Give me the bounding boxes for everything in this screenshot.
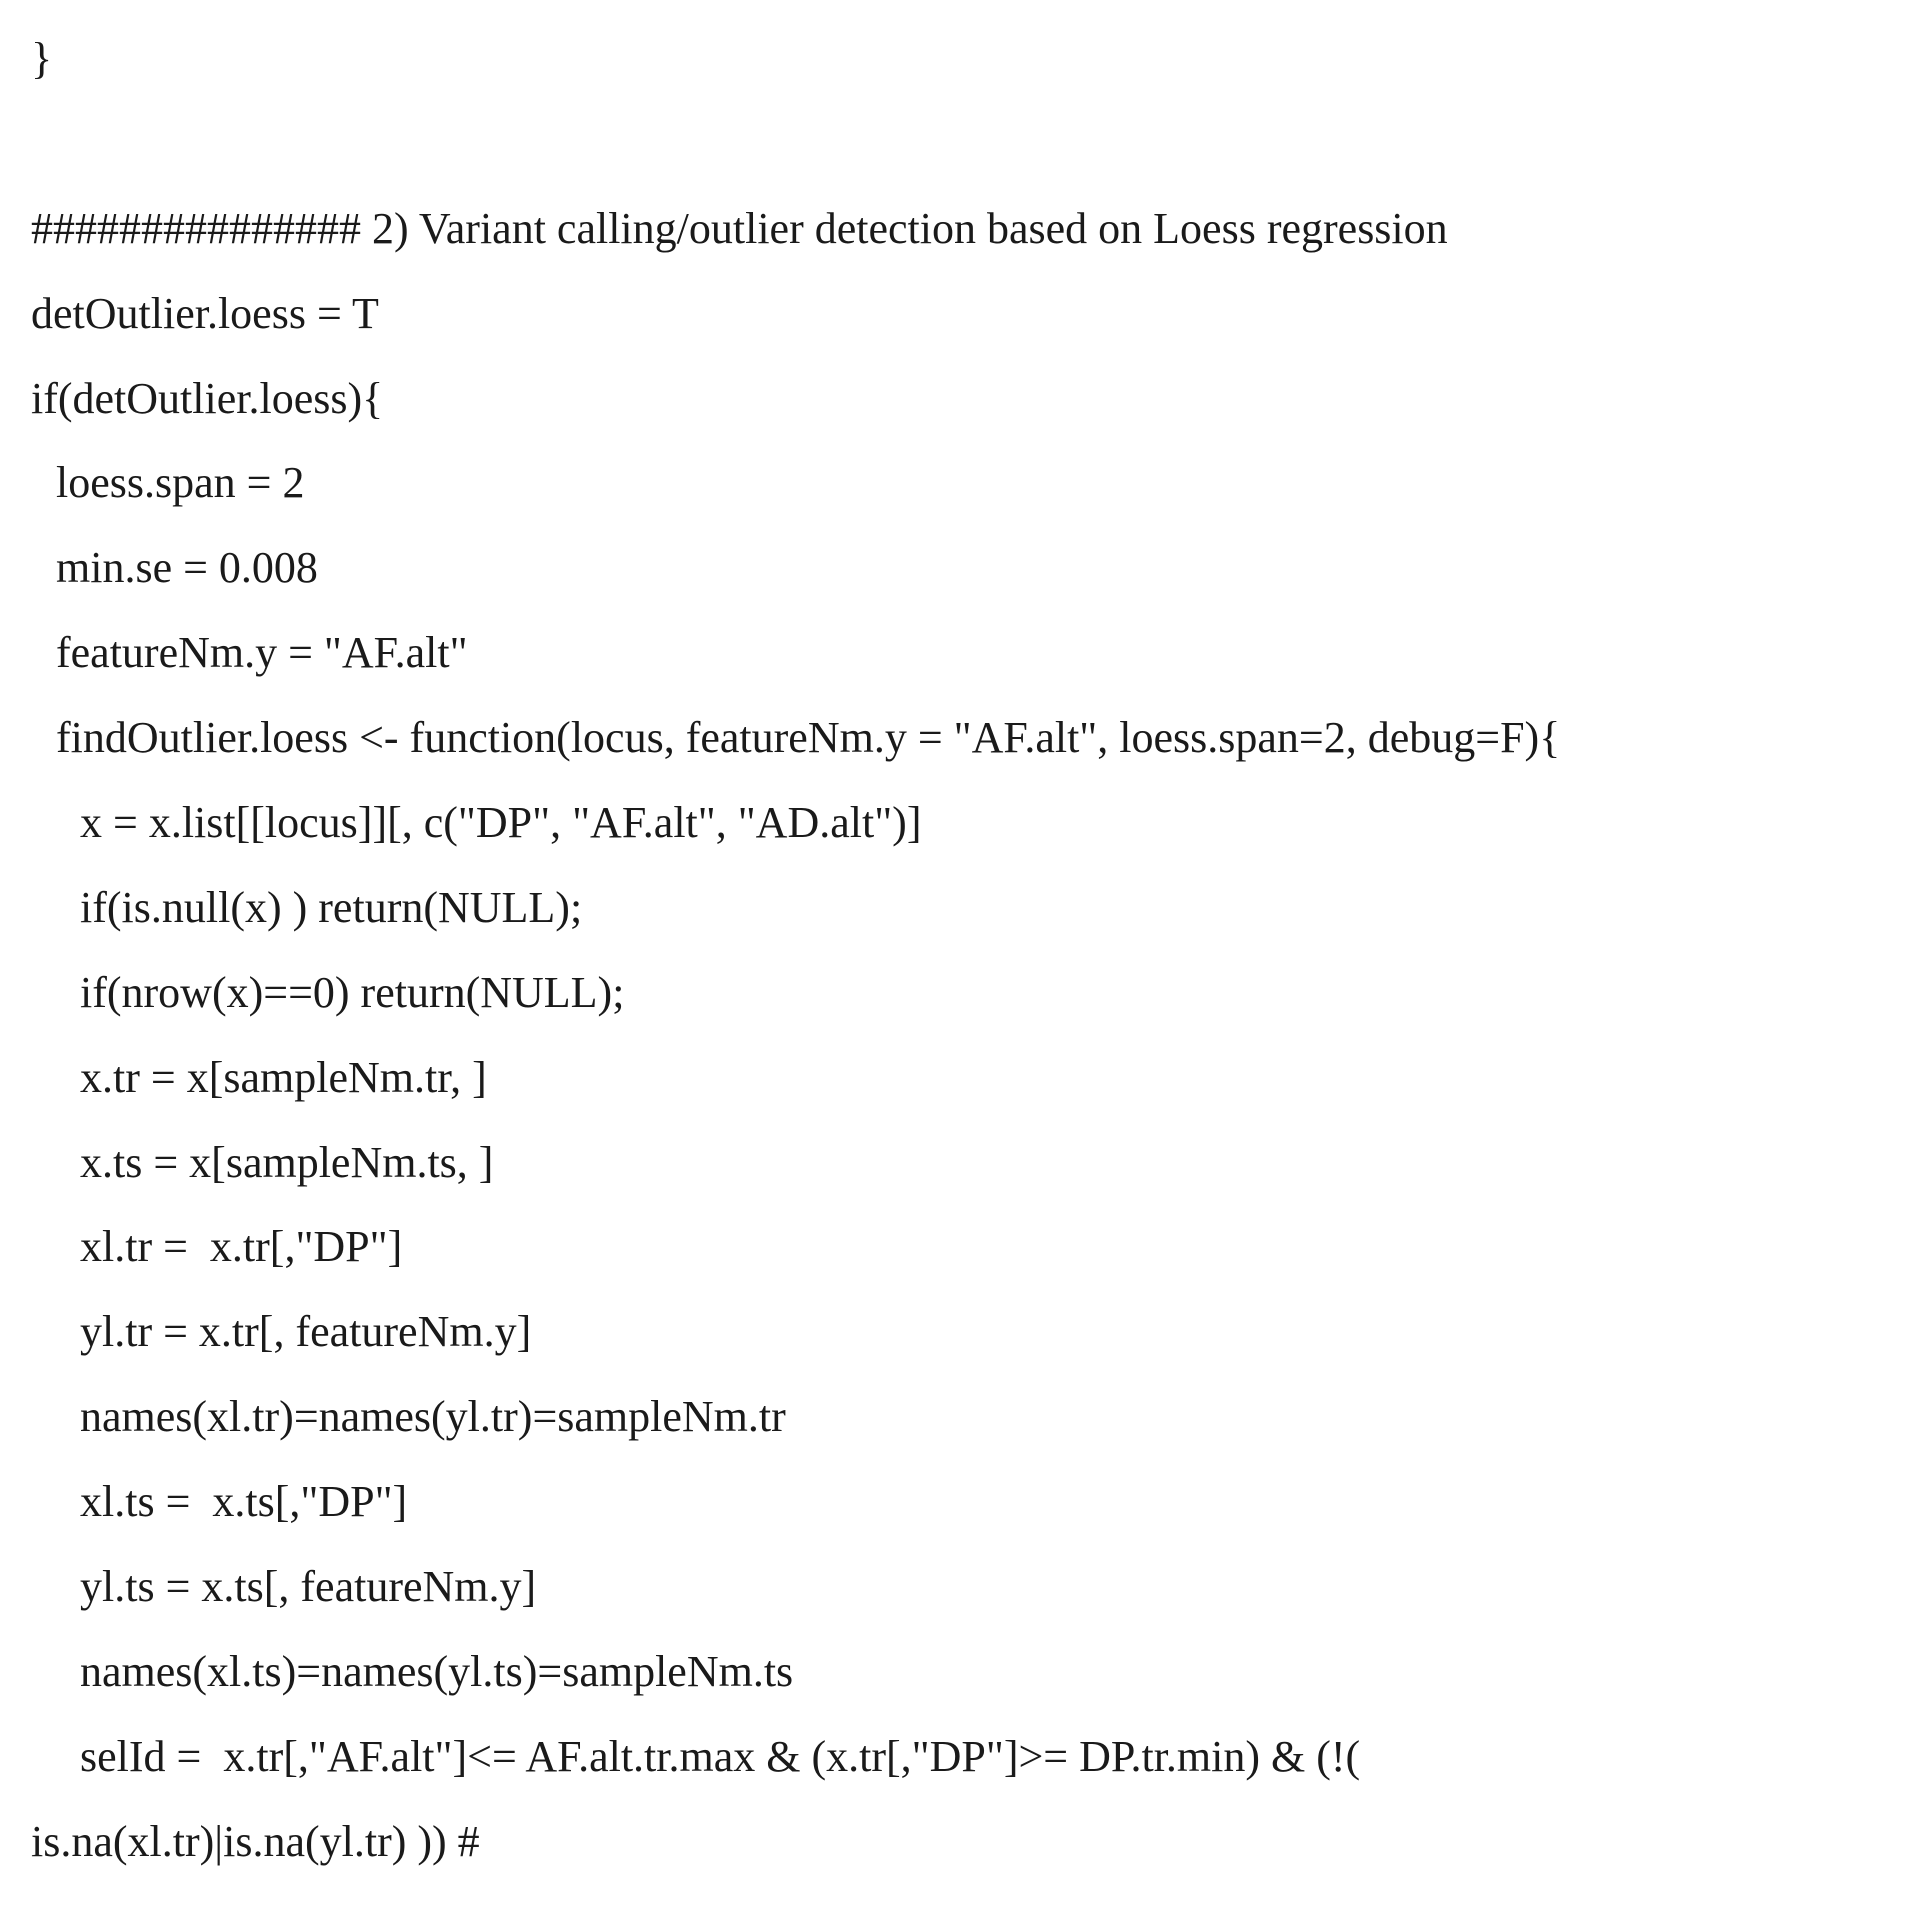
code-line: loess.span = 2 [0, 441, 1914, 526]
code-line: yl.tr = x.tr[, featureNm.y] [0, 1290, 1914, 1375]
code-line: xl.tr = x.tr[,"DP"] [0, 1205, 1914, 1290]
code-line: x.ts = x[sampleNm.ts, ] [0, 1121, 1914, 1206]
code-line: x.tr = x[sampleNm.tr, ] [0, 1036, 1914, 1121]
code-listing [0, 17, 1914, 1885]
code-line: } [0, 17, 1914, 102]
code-line: featureNm.y = "AF.alt" [0, 611, 1914, 696]
code-line: findOutlier.loess <- function(locus, featureNm.y = "AF.alt", loess.span=2, debug=F){ [0, 696, 1914, 781]
code-line: names(xl.ts)=names(yl.ts)=sampleNm.ts [0, 1630, 1914, 1715]
code-line: min.se = 0.008 [0, 526, 1914, 611]
code-line [0, 102, 1914, 187]
code-line: x = x.list[[locus]][, c("DP", "AF.alt", "AD.alt")] [0, 781, 1914, 866]
code-line: if(is.null(x) ) return(NULL); [0, 866, 1914, 951]
code-line: xl.ts = x.ts[,"DP"] [0, 1460, 1914, 1545]
code-line: is.na(xl.tr)|is.na(yl.tr) )) # [0, 1800, 1914, 1885]
code-line: if(detOutlier.loess){ [0, 357, 1914, 442]
code-line: ############### 2) Variant calling/outlier detection based on Loess regression [0, 187, 1914, 272]
code-line: yl.ts = x.ts[, featureNm.y] [0, 1545, 1914, 1630]
code-line: detOutlier.loess = T [0, 272, 1914, 357]
code-line: selId = x.tr[,"AF.alt"]<= AF.alt.tr.max & (x.tr[,"DP"]>= DP.tr.min) & (!( [0, 1715, 1914, 1800]
code-line: if(nrow(x)==0) return(NULL); [0, 951, 1914, 1036]
code-line: names(xl.tr)=names(yl.tr)=sampleNm.tr [0, 1375, 1914, 1460]
